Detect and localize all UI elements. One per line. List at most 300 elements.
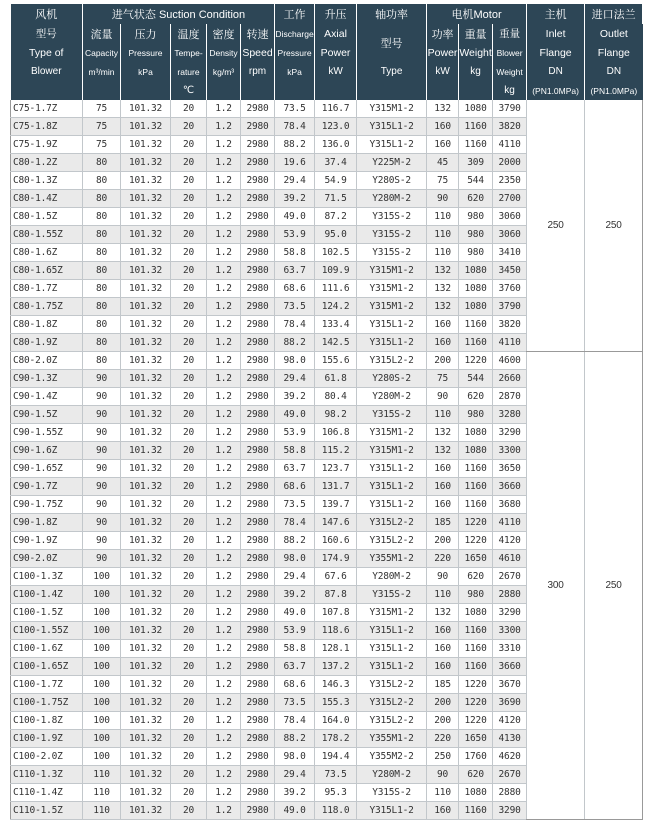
capacity-header-cn: 流量	[83, 24, 121, 43]
table-cell: 160	[427, 622, 459, 640]
table-cell: 20	[171, 622, 207, 640]
table-cell: 98.0	[275, 748, 315, 766]
table-row	[11, 100, 643, 118]
fan-header-cn-2: 型号	[11, 24, 83, 43]
table-cell: 2980	[241, 118, 275, 136]
table-cell: 1.2	[207, 388, 241, 406]
table-cell: 87.8	[315, 586, 357, 604]
table-cell: Y315L2-2	[357, 712, 427, 730]
table-cell: 101.32	[121, 496, 171, 514]
table-cell: 20	[171, 442, 207, 460]
table-cell: 1.2	[207, 172, 241, 190]
blower-model-cell: C80-1.6Z	[11, 244, 83, 262]
table-cell: 1.2	[207, 262, 241, 280]
blower-weight-unit: kg	[493, 81, 527, 100]
capacity-header-blank	[83, 81, 121, 100]
table-cell: 3650	[493, 460, 527, 478]
table-cell: 220	[427, 730, 459, 748]
table-cell: Y315L1-2	[357, 334, 427, 352]
table-cell: 80	[83, 316, 121, 334]
table-cell: 132	[427, 442, 459, 460]
table-cell: 620	[459, 568, 493, 586]
blower-model-cell: C110-1.4Z	[11, 784, 83, 802]
motor-power-unit: kW	[427, 62, 459, 81]
table-cell: 4110	[493, 514, 527, 532]
pressure-header-cn: 压力	[121, 24, 171, 43]
table-cell: 1160	[459, 334, 493, 352]
table-cell: 4110	[493, 136, 527, 154]
table-cell: 20	[171, 154, 207, 172]
table-cell: 4110	[493, 334, 527, 352]
table-cell: 80	[83, 244, 121, 262]
table-cell: 2980	[241, 208, 275, 226]
table-cell: 160	[427, 802, 459, 820]
table-cell: 4120	[493, 712, 527, 730]
table-cell: 80	[83, 298, 121, 316]
inlet-header-en-1: Inlet	[527, 24, 585, 43]
table-cell: 1.2	[207, 676, 241, 694]
blower-model-cell: C80-1.2Z	[11, 154, 83, 172]
table-cell: Y315L2-2	[357, 514, 427, 532]
motor-header: 电机Motor	[427, 4, 527, 24]
table-cell: 58.8	[275, 442, 315, 460]
table-cell: 101.32	[121, 118, 171, 136]
table-cell: 128.1	[315, 640, 357, 658]
blower-model-cell: C110-1.5Z	[11, 802, 83, 820]
table-cell: 3450	[493, 262, 527, 280]
table-cell: 3680	[493, 496, 527, 514]
table-cell: 1220	[459, 352, 493, 370]
table-cell: 2980	[241, 442, 275, 460]
table-cell: 110	[427, 226, 459, 244]
table-cell: Y280M-2	[357, 190, 427, 208]
fan-header-cn: 风机	[11, 4, 83, 24]
blower-model-cell: C80-1.9Z	[11, 334, 83, 352]
table-cell: 1.2	[207, 496, 241, 514]
table-cell: 1.2	[207, 604, 241, 622]
table-cell: 1160	[459, 496, 493, 514]
table-cell: Y315L1-2	[357, 316, 427, 334]
table-cell: 88.2	[275, 136, 315, 154]
table-cell: 100	[83, 568, 121, 586]
table-cell: 110	[427, 406, 459, 424]
table-cell: 101.32	[121, 568, 171, 586]
table-cell: 20	[171, 262, 207, 280]
blower-model-cell: C100-1.65Z	[11, 658, 83, 676]
table-cell: 1.2	[207, 694, 241, 712]
table-cell: 20	[171, 712, 207, 730]
table-cell: 1.2	[207, 586, 241, 604]
blower-model-cell: C90-1.3Z	[11, 370, 83, 388]
table-cell: 132	[427, 604, 459, 622]
table-cell: 20	[171, 550, 207, 568]
table-cell: Y315L1-2	[357, 118, 427, 136]
table-cell: 75	[427, 172, 459, 190]
table-row	[11, 352, 643, 370]
table-cell: 132	[427, 298, 459, 316]
table-cell: 980	[459, 244, 493, 262]
inlet-flange-value: 300	[527, 352, 585, 820]
table-cell: 133.4	[315, 316, 357, 334]
table-cell: 1160	[459, 640, 493, 658]
table-cell: 90	[83, 496, 121, 514]
table-cell: 142.5	[315, 334, 357, 352]
table-cell: 20	[171, 568, 207, 586]
blower-model-cell: C80-1.8Z	[11, 316, 83, 334]
table-cell: 20	[171, 478, 207, 496]
table-cell: Y355M2-2	[357, 748, 427, 766]
speed-unit: rpm	[241, 62, 275, 81]
table-cell: 29.4	[275, 172, 315, 190]
table-cell: 90	[83, 532, 121, 550]
table-cell: 2980	[241, 802, 275, 820]
table-cell: 20	[171, 532, 207, 550]
table-cell: 107.8	[315, 604, 357, 622]
table-cell: 1.2	[207, 136, 241, 154]
table-cell: 20	[171, 352, 207, 370]
table-cell: 20	[171, 208, 207, 226]
table-cell: 1.2	[207, 316, 241, 334]
blower-model-cell: C90-1.75Z	[11, 496, 83, 514]
table-cell: 1080	[459, 784, 493, 802]
table-cell: 1160	[459, 478, 493, 496]
table-cell: 2980	[241, 622, 275, 640]
table-cell: 109.9	[315, 262, 357, 280]
blower-model-cell: C80-1.65Z	[11, 262, 83, 280]
table-cell: 132	[427, 100, 459, 118]
table-cell: Y280M-2	[357, 766, 427, 784]
blower-model-cell: C100-1.8Z	[11, 712, 83, 730]
blower-model-cell: C100-1.3Z	[11, 568, 83, 586]
table-cell: 3060	[493, 226, 527, 244]
table-cell: 110	[83, 784, 121, 802]
blower-weight-header-cn-1: 主机	[527, 4, 585, 24]
table-cell: 160	[427, 658, 459, 676]
table-cell: 2980	[241, 496, 275, 514]
table-cell: 2980	[241, 190, 275, 208]
discharge-unit: kPa	[275, 62, 315, 81]
table-cell: 101.32	[121, 298, 171, 316]
table-cell: 20	[171, 172, 207, 190]
suction-condition-header: 进气状态 Suction Condition	[83, 4, 275, 24]
table-cell: 115.2	[315, 442, 357, 460]
table-cell: 1.2	[207, 784, 241, 802]
table-cell: 101.32	[121, 478, 171, 496]
table-cell: 1.2	[207, 118, 241, 136]
table-cell: 2660	[493, 370, 527, 388]
table-cell: 164.0	[315, 712, 357, 730]
axial-header-en: Axial	[315, 24, 357, 43]
table-cell: 101.32	[121, 730, 171, 748]
table-cell: Y315L1-2	[357, 496, 427, 514]
table-cell: 160.6	[315, 532, 357, 550]
table-cell: 2980	[241, 568, 275, 586]
motor-weight-header-blank	[459, 81, 493, 100]
table-cell: 1.2	[207, 100, 241, 118]
table-cell: 49.0	[275, 406, 315, 424]
table-cell: 20	[171, 730, 207, 748]
table-cell: 137.2	[315, 658, 357, 676]
outlet-header-pn: (PN1.0MPa)	[585, 81, 643, 100]
table-cell: 20	[171, 136, 207, 154]
table-cell: 1080	[459, 262, 493, 280]
table-cell: 2980	[241, 316, 275, 334]
table-cell: 2980	[241, 352, 275, 370]
table-cell: 309	[459, 154, 493, 172]
table-cell: 200	[427, 352, 459, 370]
table-cell: 185	[427, 676, 459, 694]
blower-model-cell: C90-1.5Z	[11, 406, 83, 424]
table-cell: 20	[171, 748, 207, 766]
table-cell: 90	[83, 478, 121, 496]
table-cell: 20	[171, 424, 207, 442]
table-cell: 100	[83, 712, 121, 730]
table-cell: 2980	[241, 100, 275, 118]
table-cell: 100	[83, 730, 121, 748]
table-cell: 20	[171, 118, 207, 136]
motor-weight-header-en: Weight	[459, 43, 493, 62]
table-cell: 20	[171, 100, 207, 118]
table-cell: Y315L2-2	[357, 352, 427, 370]
table-cell: 1160	[459, 316, 493, 334]
table-cell: 101.32	[121, 406, 171, 424]
table-cell: Y315M1-2	[357, 442, 427, 460]
table-body	[11, 100, 643, 820]
table-cell: 147.6	[315, 514, 357, 532]
table-cell: 71.5	[315, 190, 357, 208]
table-cell: 29.4	[275, 370, 315, 388]
table-cell: 67.6	[315, 568, 357, 586]
inlet-header-en-2: Flange	[527, 43, 585, 62]
table-cell: 101.32	[121, 748, 171, 766]
table-cell: 20	[171, 658, 207, 676]
table-cell: 1.2	[207, 622, 241, 640]
table-cell: 544	[459, 370, 493, 388]
table-cell: 1.2	[207, 424, 241, 442]
blower-model-cell: C80-1.75Z	[11, 298, 83, 316]
table-cell: 20	[171, 388, 207, 406]
table-cell: 58.8	[275, 244, 315, 262]
blower-weight-header-en-2: Weight	[493, 62, 527, 81]
capacity-unit: m³/min	[83, 62, 121, 81]
table-cell: 101.32	[121, 604, 171, 622]
table-cell: 2350	[493, 172, 527, 190]
table-cell: 2980	[241, 766, 275, 784]
table-cell: 2670	[493, 568, 527, 586]
table-cell: 200	[427, 712, 459, 730]
fan-header-en-1: Type of	[11, 43, 83, 62]
table-cell: 20	[171, 514, 207, 532]
table-cell: 101.32	[121, 334, 171, 352]
table-cell: 20	[171, 586, 207, 604]
table-cell: 3790	[493, 100, 527, 118]
table-cell: 90	[83, 460, 121, 478]
table-cell: 2980	[241, 172, 275, 190]
table-cell: 3690	[493, 694, 527, 712]
table-cell: 1080	[459, 298, 493, 316]
blower-model-cell: C90-2.0Z	[11, 550, 83, 568]
table-cell: Y315S-2	[357, 784, 427, 802]
table-cell: 90	[83, 406, 121, 424]
discharge-header-en: Discharge	[275, 24, 315, 43]
table-cell: 2880	[493, 784, 527, 802]
table-cell: 620	[459, 766, 493, 784]
table-cell: 1.2	[207, 460, 241, 478]
table-cell: 1080	[459, 280, 493, 298]
table-cell: 101.32	[121, 172, 171, 190]
table-cell: 132	[427, 280, 459, 298]
pressure-header-blank	[121, 81, 171, 100]
table-cell: 101.32	[121, 514, 171, 532]
table-cell: 3790	[493, 298, 527, 316]
table-cell: 2000	[493, 154, 527, 172]
table-cell: 250	[427, 748, 459, 766]
table-cell: 980	[459, 586, 493, 604]
table-cell: 80	[83, 226, 121, 244]
table-cell: 178.2	[315, 730, 357, 748]
table-cell: 2870	[493, 388, 527, 406]
table-cell: 3310	[493, 640, 527, 658]
table-cell: 88.2	[275, 334, 315, 352]
table-cell: 78.4	[275, 118, 315, 136]
table-cell: 160	[427, 334, 459, 352]
table-cell: 110	[83, 802, 121, 820]
table-cell: 1080	[459, 604, 493, 622]
table-cell: 3820	[493, 316, 527, 334]
table-cell: 2980	[241, 154, 275, 172]
table-cell: Y315L2-2	[357, 532, 427, 550]
table-cell: 53.9	[275, 622, 315, 640]
table-cell: 1650	[459, 730, 493, 748]
table-cell: 88.2	[275, 730, 315, 748]
table-cell: 3660	[493, 478, 527, 496]
table-cell: 2980	[241, 748, 275, 766]
table-cell: 160	[427, 118, 459, 136]
table-cell: 3300	[493, 622, 527, 640]
inlet-flange-value: 250	[527, 100, 585, 352]
table-cell: 80	[83, 352, 121, 370]
table-cell: 20	[171, 640, 207, 658]
table-cell: 1220	[459, 676, 493, 694]
table-cell: 118.0	[315, 802, 357, 820]
table-cell: 20	[171, 316, 207, 334]
table-cell: 2980	[241, 712, 275, 730]
table-cell: 1220	[459, 514, 493, 532]
temperature-unit: ℃	[171, 81, 207, 100]
table-cell: 101.32	[121, 244, 171, 262]
blower-model-cell: C80-1.3Z	[11, 172, 83, 190]
table-cell: 80	[83, 190, 121, 208]
table-cell: 1.2	[207, 658, 241, 676]
table-cell: Y315M1-2	[357, 298, 427, 316]
motor-power-header-blank	[427, 81, 459, 100]
table-cell: 1160	[459, 622, 493, 640]
table-cell: 101.32	[121, 802, 171, 820]
temperature-header-en-2-text: rature	[177, 66, 200, 77]
blower-model-cell: C80-1.7Z	[11, 280, 83, 298]
table-cell: 2670	[493, 766, 527, 784]
table-cell: 1760	[459, 748, 493, 766]
density-header-en: Density	[207, 43, 241, 62]
inlet-header-dn: DN	[527, 62, 585, 81]
table-cell: 63.7	[275, 658, 315, 676]
table-cell: 4610	[493, 550, 527, 568]
table-cell: 53.9	[275, 424, 315, 442]
table-cell: 1.2	[207, 280, 241, 298]
table-cell: 1160	[459, 136, 493, 154]
table-cell: 80	[83, 280, 121, 298]
table-cell: 68.6	[275, 280, 315, 298]
table-cell: 1.2	[207, 154, 241, 172]
table-cell: 73.5	[315, 766, 357, 784]
table-cell: 75	[83, 136, 121, 154]
blower-model-cell: C100-1.55Z	[11, 622, 83, 640]
table-cell: 1.2	[207, 226, 241, 244]
table-cell: 100	[83, 694, 121, 712]
table-cell: 131.7	[315, 478, 357, 496]
table-cell: 132	[427, 424, 459, 442]
table-cell: 98.0	[275, 550, 315, 568]
table-cell: 87.2	[315, 208, 357, 226]
table-cell: 2880	[493, 586, 527, 604]
table-cell: 1.2	[207, 352, 241, 370]
table-cell: 980	[459, 406, 493, 424]
table-cell: 90	[83, 550, 121, 568]
table-cell: 4600	[493, 352, 527, 370]
table-cell: 2980	[241, 730, 275, 748]
table-cell: 90	[427, 190, 459, 208]
table-cell: 160	[427, 478, 459, 496]
table-cell: 2980	[241, 388, 275, 406]
pressure-unit: kPa	[121, 62, 171, 81]
table-cell: 2700	[493, 190, 527, 208]
outlet-header-en-1: Outlet	[585, 24, 643, 43]
table-cell: 2980	[241, 676, 275, 694]
table-cell: Y315S-2	[357, 586, 427, 604]
table-cell: 68.6	[275, 676, 315, 694]
table-cell: 101.32	[121, 208, 171, 226]
table-cell: Y225M-2	[357, 154, 427, 172]
table-cell: 544	[459, 172, 493, 190]
table-cell: 3660	[493, 658, 527, 676]
table-cell: 106.8	[315, 424, 357, 442]
table-cell: 39.2	[275, 586, 315, 604]
table-cell: 110	[427, 244, 459, 262]
table-cell: 2980	[241, 406, 275, 424]
table-cell: 2980	[241, 478, 275, 496]
table-cell: 39.2	[275, 784, 315, 802]
blower-model-cell: C90-1.6Z	[11, 442, 83, 460]
table-cell: 3290	[493, 604, 527, 622]
table-cell: 139.7	[315, 496, 357, 514]
table-cell: 1.2	[207, 334, 241, 352]
table-cell: 1160	[459, 118, 493, 136]
table-cell: Y315L2-2	[357, 694, 427, 712]
motor-type-header-blank	[357, 81, 427, 100]
table-cell: 68.6	[275, 478, 315, 496]
blower-model-cell: C110-1.3Z	[11, 766, 83, 784]
table-cell: 101.32	[121, 766, 171, 784]
table-cell: 49.0	[275, 604, 315, 622]
table-cell: 2980	[241, 658, 275, 676]
blower-model-cell: C90-1.4Z	[11, 388, 83, 406]
table-cell: 118.6	[315, 622, 357, 640]
table-cell: 2980	[241, 424, 275, 442]
table-cell: 80	[83, 334, 121, 352]
speed-header-cn-2: 转速	[241, 24, 275, 43]
motor-type-header-cn: 型号	[357, 24, 427, 62]
table-cell: 100	[83, 586, 121, 604]
